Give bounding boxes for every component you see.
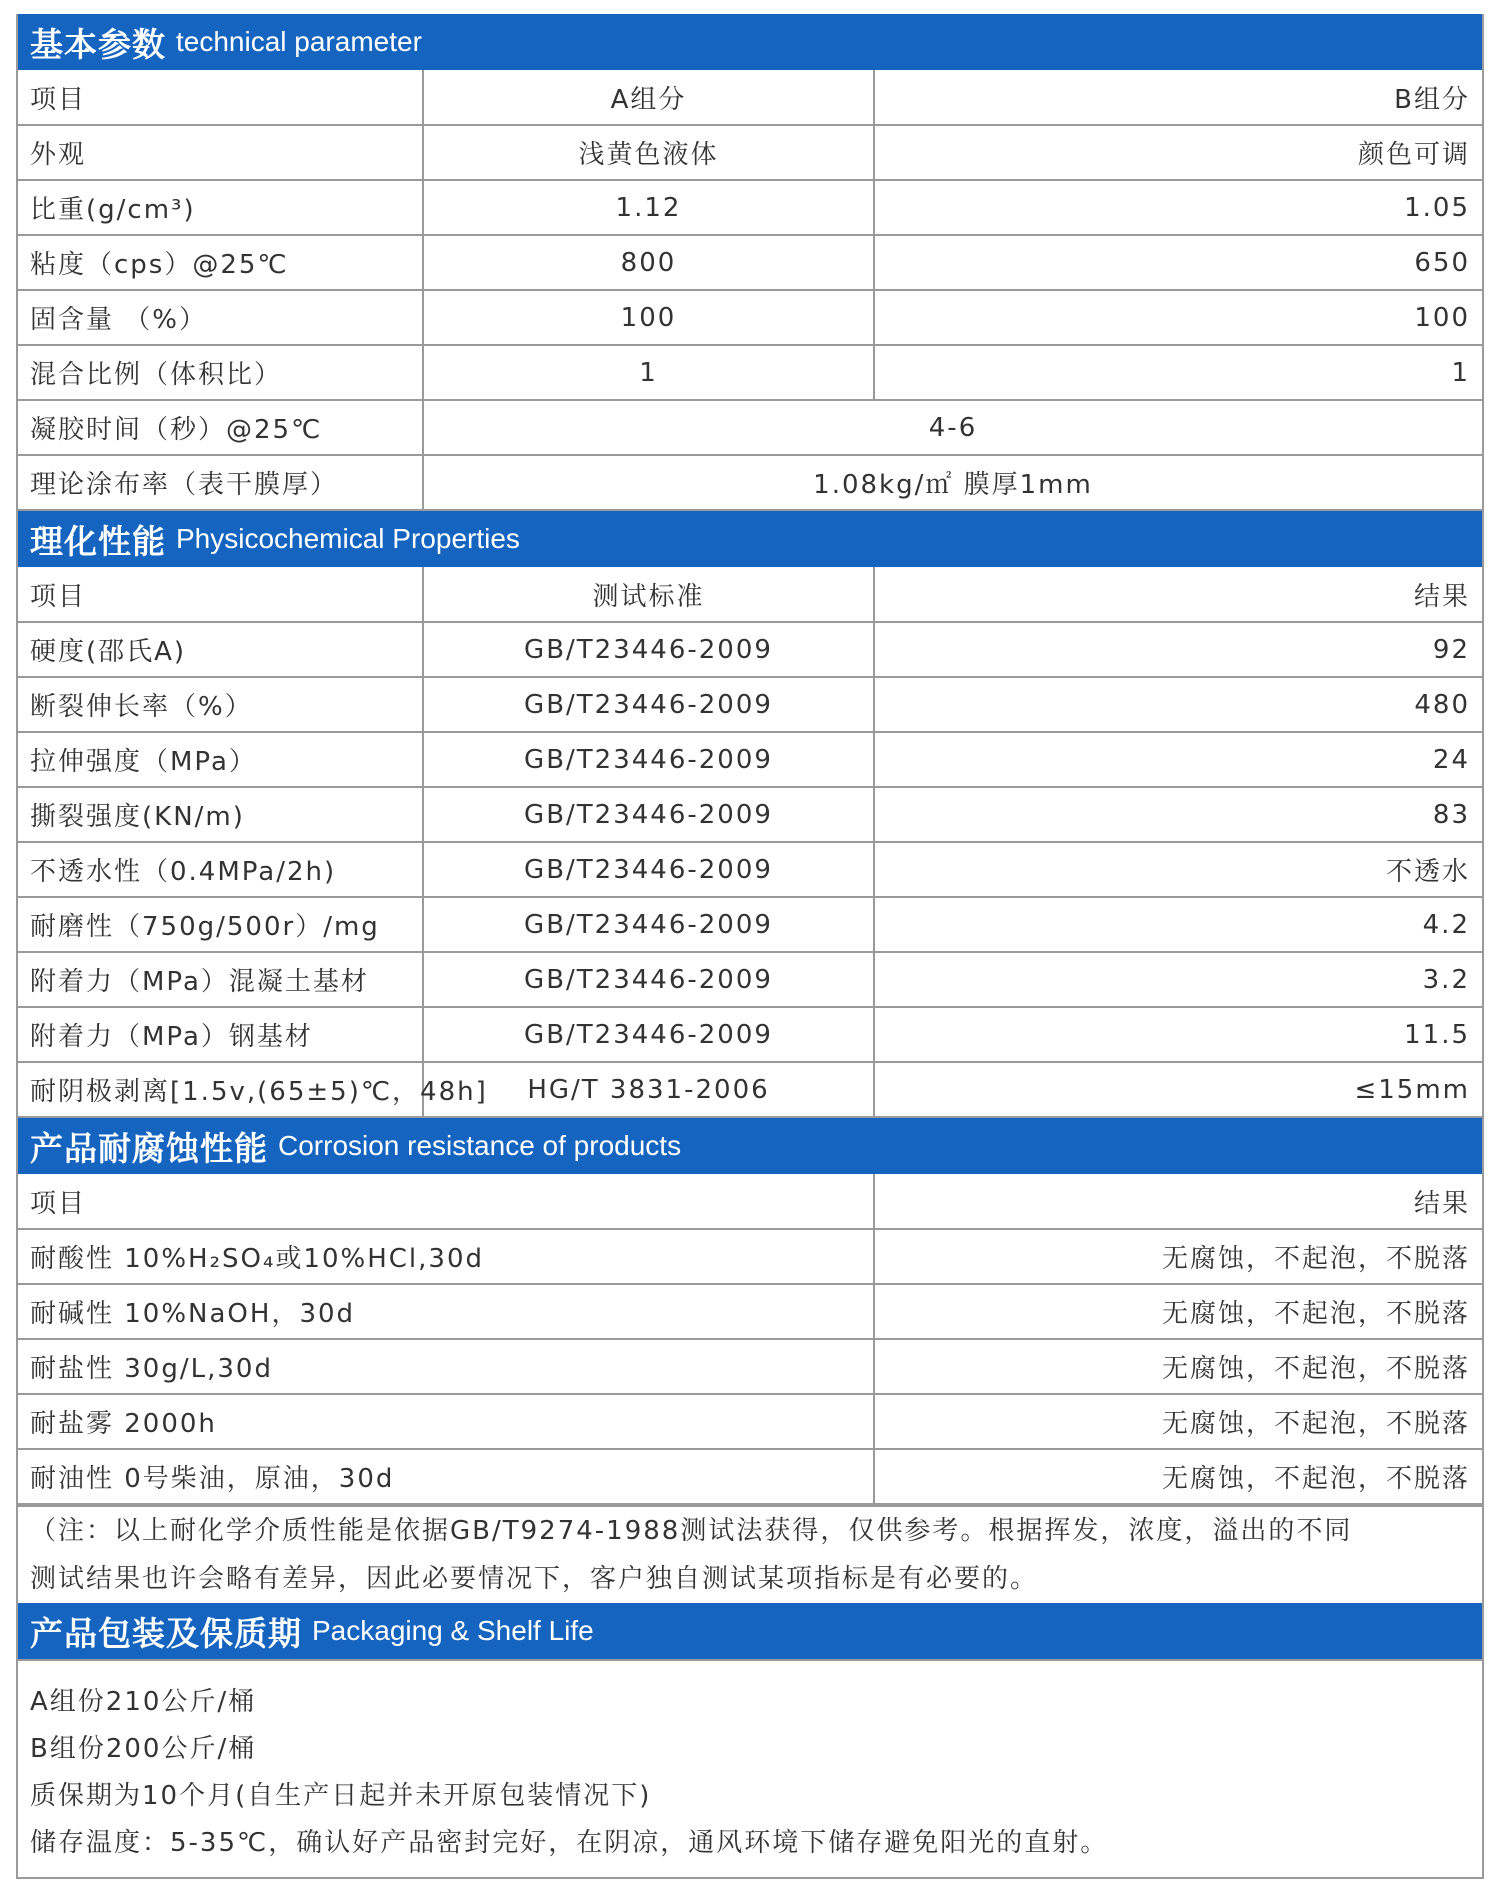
table-cell: 耐磨性（750g/500r）/mg [18, 897, 423, 952]
table-cell: 100 [423, 290, 874, 345]
table-cell: 项目 [18, 70, 423, 125]
table-row [18, 842, 1482, 897]
note-line: （注：以上耐化学介质性能是依据GB/T9274-1988测试法获得，仅供参考。根据挥发，浓度，溢出的不同 [30, 1516, 1353, 1546]
table-cell: 无腐蚀，不起泡，不脱落 [874, 1339, 1482, 1394]
table-row [18, 235, 1482, 290]
table-row [18, 1449, 1482, 1504]
table-cell: GB/T23446-2009 [423, 1007, 874, 1062]
section-title-en: Physicochemical Properties [176, 523, 520, 554]
table-cell: 480 [874, 677, 1482, 732]
packaging-line: 储存温度：5-35℃，确认好产品密封完好，在阴凉，通风环境下储存避免阳光的直射。 [30, 1828, 1109, 1858]
table-cell: 颜色可调 [874, 125, 1482, 180]
table-cell: A组分 [423, 70, 874, 125]
table-cell: 结果 [874, 1174, 1482, 1229]
table-cell: 耐酸性 10%H₂SO₄或10%HCl,30d [18, 1229, 874, 1284]
basic-parameter-table [18, 70, 1482, 511]
table-cell: 1 [423, 345, 874, 400]
table-row [18, 1229, 1482, 1284]
table-cell: 硬度(邵氏A) [18, 622, 423, 677]
table-cell: GB/T23446-2009 [423, 842, 874, 897]
table-cell: 650 [874, 235, 1482, 290]
table-cell: 外观 [18, 125, 423, 180]
table-row [18, 787, 1482, 842]
table-cell: ≤15mm [874, 1062, 1482, 1117]
table-row [18, 732, 1482, 787]
section-header-physico [18, 511, 1482, 567]
table-cell: GB/T23446-2009 [423, 677, 874, 732]
table-cell: 11.5 [874, 1007, 1482, 1062]
table-row [18, 1174, 1482, 1229]
section-title-cn: 理化性能 [30, 521, 166, 561]
table-cell: 耐盐雾 2000h [18, 1394, 874, 1449]
table-cell: 1.12 [423, 180, 874, 235]
table-cell: 耐碱性 10%NaOH，30d [18, 1284, 874, 1339]
table-cell: B组分 [874, 70, 1482, 125]
section-header-corrosion [18, 1118, 1482, 1174]
physico-table [18, 567, 1482, 1118]
table-cell: 浅黄色液体 [423, 125, 874, 180]
table-row [18, 70, 1482, 125]
table-row [18, 180, 1482, 235]
table-row [18, 567, 1482, 622]
packaging-line: 质保期为10个月(自生产日起并未开原包装情况下) [30, 1781, 652, 1811]
table-cell: 无腐蚀，不起泡，不脱落 [874, 1284, 1482, 1339]
table-cell: 项目 [18, 1174, 874, 1229]
table-row [18, 1062, 1482, 1117]
table-cell: 无腐蚀，不起泡，不脱落 [874, 1229, 1482, 1284]
section-header-basic [18, 14, 1482, 70]
table-cell: 无腐蚀，不起泡，不脱落 [874, 1394, 1482, 1449]
section-title-en: technical parameter [176, 26, 422, 57]
table-row [18, 1339, 1482, 1394]
table-cell: 1 [874, 345, 1482, 400]
table-row [18, 1007, 1482, 1062]
table-cell: 耐油性 0号柴油，原油，30d [18, 1449, 874, 1504]
table-cell: 3.2 [874, 952, 1482, 1007]
table-cell: GB/T23446-2009 [423, 732, 874, 787]
table-cell: 项目 [18, 567, 423, 622]
table-row [18, 125, 1482, 180]
table-cell: GB/T23446-2009 [423, 787, 874, 842]
table-cell: 结果 [874, 567, 1482, 622]
table-cell: 耐阴极剥离[1.5v,(65±5)℃，48h] [18, 1062, 423, 1117]
section-title-cn: 产品包装及保质期 [30, 1613, 302, 1653]
table-row [18, 1394, 1482, 1449]
table-cell: 凝胶时间（秒）@25℃ [18, 400, 423, 455]
table-row [18, 952, 1482, 1007]
table-row [18, 622, 1482, 677]
table-cell: 100 [874, 290, 1482, 345]
table-cell: 800 [423, 235, 874, 290]
table-cell: 混合比例（体积比） [18, 345, 423, 400]
table-row [18, 897, 1482, 952]
section-title-cn: 基本参数 [30, 24, 166, 64]
table-row [18, 400, 1482, 455]
table-row [18, 677, 1482, 732]
table-cell: 比重(g/cm³) [18, 180, 423, 235]
packaging-line: A组份210公斤/桶 [30, 1687, 257, 1717]
spec-sheet [16, 14, 1484, 1879]
table-cell: 4.2 [874, 897, 1482, 952]
table-cell: GB/T23446-2009 [423, 952, 874, 1007]
section-title-cn: 产品耐腐蚀性能 [30, 1128, 268, 1168]
packaging-line: B组份200公斤/桶 [30, 1734, 257, 1764]
table-cell: 测试标准 [423, 567, 874, 622]
table-cell: 24 [874, 732, 1482, 787]
table-cell: 耐盐性 30g/L,30d [18, 1339, 874, 1394]
table-cell: 不透水性（0.4MPa/2h) [18, 842, 423, 897]
table-cell: 拉伸强度（MPa） [18, 732, 423, 787]
table-cell: GB/T23446-2009 [423, 622, 874, 677]
table-cell: GB/T23446-2009 [423, 897, 874, 952]
table-row [18, 1284, 1482, 1339]
section-header-packaging [18, 1603, 1482, 1659]
table-cell: 撕裂强度(KN/m) [18, 787, 423, 842]
table-cell: 附着力（MPa）钢基材 [18, 1007, 423, 1062]
corrosion-table [18, 1174, 1482, 1505]
note-line: 测试结果也许会略有差异，因此必要情况下，客户独自测试某项指标是有必要的。 [30, 1564, 1039, 1594]
table-cell: 92 [874, 622, 1482, 677]
table-row [18, 455, 1482, 510]
section-title-en: Packaging & Shelf Life [312, 1615, 594, 1646]
table-cell: 理论涂布率（表干膜厚） [18, 455, 423, 510]
table-cell: 粘度（cps）@25℃ [18, 235, 423, 290]
table-cell: 固含量 （%） [18, 290, 423, 345]
corrosion-note [18, 1505, 1482, 1603]
table-cell: 无腐蚀，不起泡，不脱落 [874, 1449, 1482, 1504]
table-cell: 4-6 [423, 400, 1482, 455]
table-cell: HG/T 3831-2006 [423, 1062, 874, 1117]
table-cell: 断裂伸长率（%） [18, 677, 423, 732]
table-row [18, 345, 1482, 400]
table-cell: 1.05 [874, 180, 1482, 235]
packaging-info [18, 1659, 1482, 1877]
table-cell: 83 [874, 787, 1482, 842]
section-title-en: Corrosion resistance of products [278, 1130, 682, 1161]
table-row [18, 290, 1482, 345]
table-cell: 不透水 [874, 842, 1482, 897]
table-cell: 1.08kg/㎡ 膜厚1mm [423, 455, 1482, 510]
table-cell: 附着力（MPa）混凝土基材 [18, 952, 423, 1007]
